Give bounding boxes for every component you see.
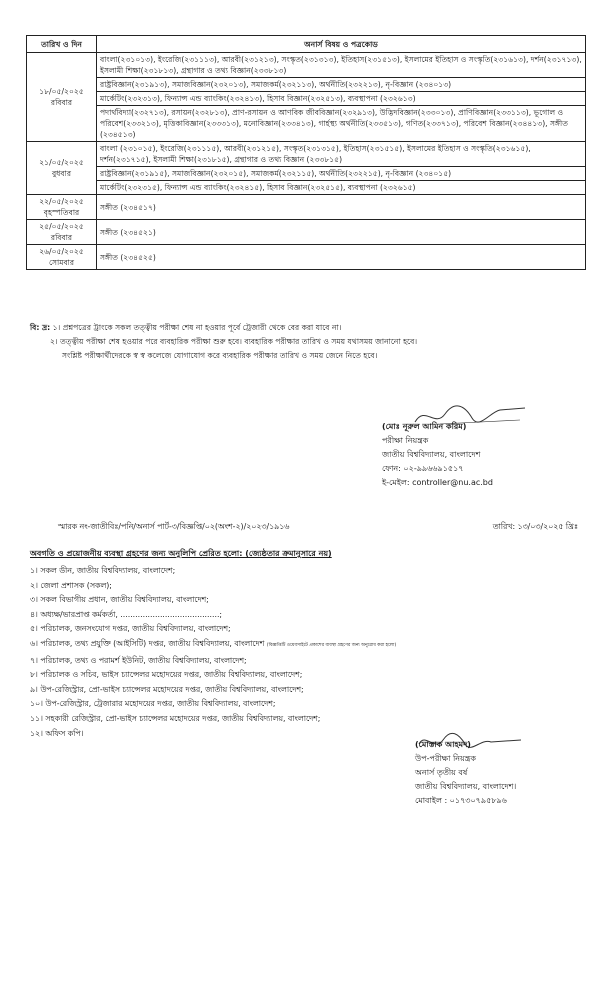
list-item: ৩। সকল বিভাগীয় প্রধান, জাতীয় বিশ্ববিদ্যালয়, বাংলাদেশ; [30,595,209,605]
list-item: ৪। অধ্যক্ষ/ভারপ্রাপ্ত কর্মকর্তা, ........................................; [30,609,223,619]
date-cell: ২২/০৫/২০২৫ বৃহস্পতিবার [27,195,97,220]
list-item: ১১। সহকারী রেজিস্ট্রার, প্রো-ভাইস চ্যান্সেলর মহোদয়ের দপ্তর, জাতীয় বিশ্ববিদ্যালয়, বাংলাদেশ; [30,713,321,723]
signatory-1-email: ই-মেইল: controller@nu.ac.bd [382,478,493,487]
note-1 [30,322,590,333]
table-row [27,195,586,220]
note-label: বি: দ্র: [30,323,51,332]
table-row [27,53,586,78]
subject-cell: বাংলা (২৩১০১৫), ইংরেজি(২৩১১১৫), আরবী(২৩১২১৫), সংস্কৃত(২৩১৩১৫), ইতিহাস(২৩১৫১৫), ইসলামের ইতিহাস ও সংস্কৃতি(২৩১৬১৫), দর্শন(২৩১৭১৫), ইসলামী শিক্ষা(২৩১৮১৫), গ্রন্থাগার ও তথ্য বিজ্ঞান (২৩৩৮১৫) [97,142,586,167]
table-header-row [27,36,586,53]
date-cell: ২৬/০৫/২০২৫ সোমবার [27,245,97,270]
item-6-note: (বিজ্ঞপ্তিটি ওয়েবসাইটে প্রকাশের ব্যবস্থা গ্রহণের জন্য অনুরোধ করা হলো) [266,642,397,648]
table-row [27,167,586,181]
date-cell: ২৫/০৫/২০২৫ রবিবার [27,220,97,245]
exam-schedule-table [26,35,586,270]
list-item: ৮। পরিচালক ও সচিব, ভাইস চ্যান্সেলর মহোদয়ের দপ্তর, জাতীয় বিশ্ববিদ্যালয়, বাংলাদেশ; [30,670,303,680]
memo-date: তারিখ: ১৩/০৩/২০২৫ খ্রিঃ [492,522,578,531]
signatory-1-block [382,420,592,490]
subject-cell: সঙ্গীত (২৩৪৫২৫) [97,245,586,270]
date-cell: ২১/০৫/২০২৫ বুধবার [27,142,97,195]
signatory-2-dept: অনার্স তৃতীয় বর্ষ [415,768,468,777]
memo-line [58,521,598,534]
subject-cell: রাষ্ট্রবিজ্ঞান(২৩১৯১৫), সমাজবিজ্ঞান(২৩২০১৫), সমাজকর্ম(২৩২১১৫), অর্থনীতি(২৩২২১৫), নৃ-বিজ্ঞান (২৩৪০১৫) [97,167,586,181]
signatory-2-title: উপ-পরীক্ষা নিয়ন্ত্রক [415,754,476,763]
subject-cell: সঙ্গীত (২৩৪৫১৭) [97,195,586,220]
header-date: তারিখ ও দিন [27,36,97,53]
subject-cell: মার্কেটিং(২৩২৩১৫), ফিন্যান্স এন্ড ব্যাংকিং(২৩২৪১৫), হিসাব বিজ্ঞান(২৩২৫১৫), ব্যবস্থাপনা (২৩২৬১৫) [97,181,586,195]
table-row [27,220,586,245]
signatory-1-phone: ফোন: ০২-৯৯৬৬৯১৫১৭ [382,464,464,473]
date-cell: ১৮/০৫/২০২৫ রবিবার [27,53,97,142]
list-item: ৭। পরিচালক, তথ্য ও পরামর্শ ইউনিট, জাতীয় বিশ্ববিদ্যালয়, বাংলাদেশ; [30,655,247,665]
table-row [27,106,586,142]
list-item: ৯। উপ-রেজিস্ট্রার, প্রো-ভাইস চ্যান্সেলর মহোদয়ের দপ্তর, জাতীয় বিশ্ববিদ্যালয়, বাংলাদেশ; [30,684,304,694]
distribution-title: অবগতি ও প্রয়োজনীয় ব্যবস্থা গ্রহণের জন্য অনুলিপি প্রেরিত হলো: (জ্যেষ্ঠতার ক্রমানুসারে নয়) [30,549,332,558]
table-row [27,245,586,270]
signatory-2-block [415,738,595,808]
list-item: ৬। পরিচালক, তথ্য প্রযুক্তি (আইসিটি) দপ্তর, জাতীয় বিশ্ববিদ্যালয়, বাংলাদেশ (বিজ্ঞপ্তিটি ওয়েবসাইটে প্রকাশের ব্যবস্থা গ্রহণের জন্য অনুরোধ করা হলো) [30,638,397,648]
list-item: ১। সকল ডীন, জাতীয় বিশ্ববিদ্যালয়, বাংলাদেশ; [30,566,176,575]
signatory-2-mobile: মোবাইল : ০১৭৩০৭৯৫৮৯৬ [415,796,507,805]
header-subject: অনার্স বিষয় ও পত্রকোড [97,36,586,53]
note-1-text: ১। প্রশ্নপত্রের ট্রাংকে সকল তত্ত্বীয় পরীক্ষা শেষ না হওয়ার পূর্বে ট্রেজারী থেকে বের করা যাবে না। [52,323,342,332]
subject-cell: বাংলা(২৩১০১৩), ইংরেজি(২৩১১১৩), আরবী(২৩১২১৩), সংস্কৃত(২৩১৩১৩), ইতিহাস(২৩১৫১৩), ইসলামের ইতিহাস ও সংস্কৃতি(২৩১৬১৩), দর্শন(২৩১৭১৩), ইসলামী শিক্ষা(২৩১৮১৩), গ্রন্থাগার ও তথ্য বিজ্ঞান(২৩৩৮১৩) [97,53,586,78]
subject-cell: সঙ্গীত (২৩৪৫২১) [97,220,586,245]
table-row [27,142,586,167]
signatory-2-org: জাতীয় বিশ্ববিদ্যালয়, বাংলাদেশ। [415,782,517,791]
list-item: ১২। অফিস কপি। [30,728,84,738]
table-row [27,181,586,195]
memo-ref: স্মারক নং-জাতীবিঃ/পনি/অনার্স পার্ট-৩/বিজ্ঞপ্তি/০২(অংশ-২)/২০২৩/১৯১৬ [58,522,290,531]
list-item: ২। জেলা প্রশাসক (সকল); [30,580,112,590]
subject-cell: পদার্থবিদ্যা(২৩২৭১৩), রসায়ন(২৩২৮১৩), প্রাণ-রসায়ন ও আণবিক জীববিজ্ঞান(২৩২৯১৩), উদ্ভিদবিজ্ঞান(২৩৩০১৩), প্রাণিবিজ্ঞান(২৩৩১১৩), ভূগোল ও পরিবেশ(২৩৩২১৩), মৃত্তিকাবিজ্ঞান(২৩৩৩১৩), মনোবিজ্ঞান(২৩৩৪১৩), গার্হস্থ্য অর্থনীতি(২৩৩৫১৩), গণিত(২৩৩৭১৩), পরিবেশ বিজ্ঞান(২৩৪৪১৩), সঙ্গীত (২৩৪৫১৩) [97,106,586,142]
subject-cell: মার্কেটিং(২৩২৩১৩), ফিন্যান্স এন্ড ব্যাংকিং(২৩২৪১৩), হিসাব বিজ্ঞান(২৩২৫১৩), ব্যবস্থাপনা (২৩২৬১৩) [97,92,586,106]
note-2: ২। তত্ত্বীয় পরীক্ষা শেষ হওয়ার পরে ব্যবহারিক পরীক্ষা শুরু হবে। ব্যবহারিক পরীক্ষার তারিখ ও সময় যথাসময় জানানো হবে। [50,337,418,346]
list-item: ১০। উপ-রেজিস্ট্রার, ট্রেজারার মহোদয়ের দপ্তর, জাতীয় বিশ্ববিদ্যালয়, বাংলাদেশ; [30,699,276,709]
distribution-list [30,564,590,741]
signatory-1-org: জাতীয় বিশ্ববিদ্যালয়, বাংলাদেশ [382,450,481,459]
note-3: সংশ্লিষ্ট পরীক্ষার্থীদেরকে স্ব স্ব কলেজে যোগাযোগ করে ব্যবহারিক পরীক্ষার তারিখ ও সময় জেনে নিতে হবে। [62,351,378,360]
signatory-1-title: পরীক্ষা নিয়ন্ত্রক [382,436,429,445]
list-item: ৫। পরিচালক, জনসংযোগ দপ্তর, জাতীয় বিশ্ববিদ্যালয়, বাংলাদেশ; [30,624,231,634]
table-row [27,78,586,92]
signatory-2-name: (মোস্তাক আহমদ) [415,740,471,749]
signatory-1-name: (মোঃ নূরুল আমিন করিম) [382,422,467,431]
table-row [27,92,586,106]
subject-cell: রাষ্ট্রবিজ্ঞান(২৩১৯১৩), সমাজবিজ্ঞান(২৩২০১৩), সমাজকর্ম(২৩২১১৩), অর্থনীতি(২৩২২১৩), নৃ-বিজ্ঞান (২৩৪০১৩) [97,78,586,92]
